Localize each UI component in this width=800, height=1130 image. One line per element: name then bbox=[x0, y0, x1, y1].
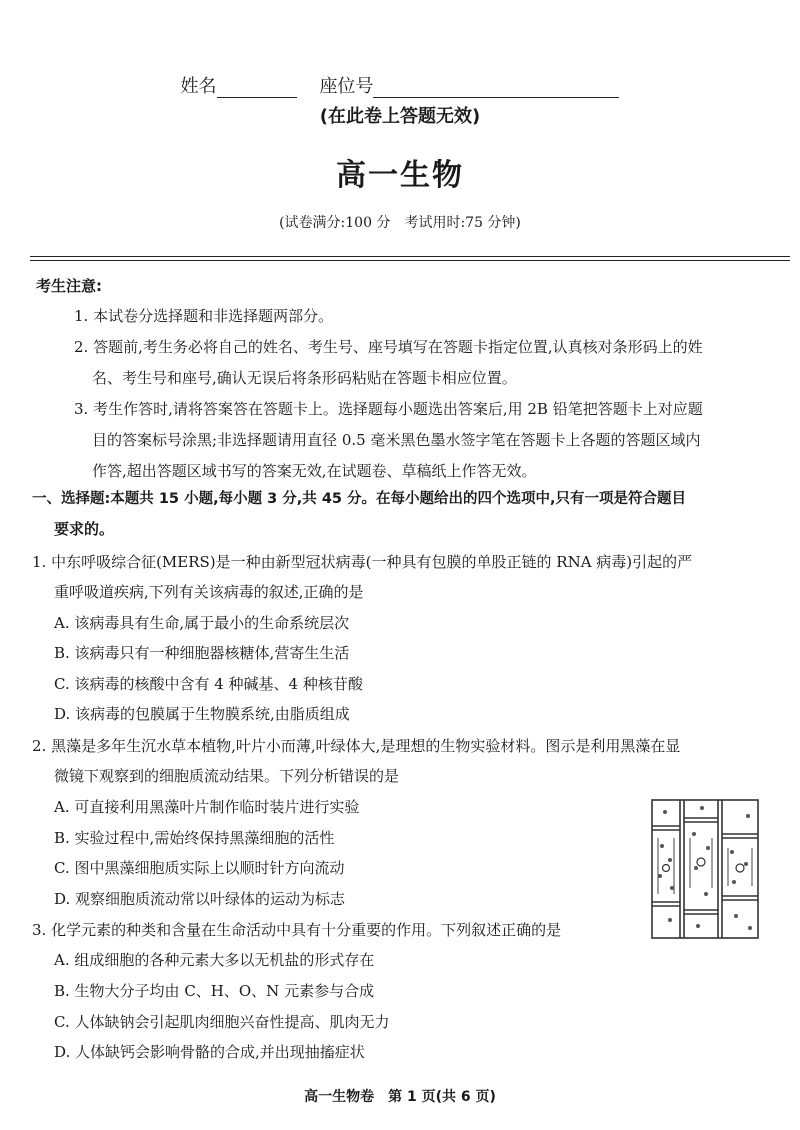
option-c: C. 图中黑藻细胞质实际上以顺时针方向流动 bbox=[54, 859, 345, 877]
section-heading-cont: 要求的。 bbox=[54, 520, 115, 538]
instruction-line: 3. 考生作答时,请将答案答在答题卡上。选择题每小题选出答案后,用 2B 铅笔把答题卡上对应题 bbox=[74, 400, 703, 418]
instruction-line: 作答,超出答题区域书写的答案无效,在试题卷、草稿纸上作答无效。 bbox=[92, 462, 537, 480]
student-info-line bbox=[0, 72, 800, 98]
option-d: D. 该病毒的包膜属于生物膜系统,由脂质组成 bbox=[54, 705, 350, 723]
question-stem: 重呼吸道疾病,下列有关该病毒的叙述,正确的是 bbox=[54, 583, 364, 601]
question-stem: 1. 中东呼吸综合征(MERS)是一种由新型冠状病毒(一种具有包膜的单股正链的 RNA 病毒)引起的严 bbox=[32, 553, 693, 571]
instruction-line: 1. 本试卷分选择题和非选择题两部分。 bbox=[74, 307, 334, 325]
option-b: B. 实验过程中,需始终保持黑藻细胞的活性 bbox=[54, 829, 335, 847]
instruction-line: 目的答案标号涂黑;非选择题请用直径 0.5 毫米黑色墨水签字笔在答题卡上各题的答题区域内 bbox=[92, 431, 701, 449]
name-blank bbox=[217, 79, 297, 98]
seat-blank bbox=[373, 79, 619, 98]
name-label: 姓名 bbox=[180, 76, 217, 97]
divider-top bbox=[30, 256, 790, 257]
invalid-notice: (在此卷上答题无效) bbox=[319, 106, 481, 127]
seat-label: 座位号 bbox=[319, 76, 374, 97]
instructions-heading: 考生注意: bbox=[36, 277, 102, 295]
question-stem: 3. 化学元素的种类和含量在生命活动中具有十分重要的作用。下列叙述正确的是 bbox=[32, 921, 562, 939]
option-d: D. 观察细胞质流动常以叶绿体的运动为标志 bbox=[54, 890, 346, 908]
section-heading: 一、选择题:本题共 15 小题,每小题 3 分,共 45 分。在每小题给出的四个选项中,只有一项是符合题目 bbox=[32, 491, 687, 507]
instruction-line: 名、考生号和座号,确认无误后将条形码粘贴在答题卡相应位置。 bbox=[92, 369, 517, 387]
option-a: A. 该病毒具有生命,属于最小的生命系统层次 bbox=[54, 614, 350, 632]
divider-bottom bbox=[30, 260, 790, 261]
option-c: C. 该病毒的核酸中含有 4 种碱基、4 种核苷酸 bbox=[54, 675, 363, 693]
page-footer: 高一生物卷 第 1 页(共 6 页) bbox=[304, 1089, 496, 1105]
page-title: 高一生物 bbox=[336, 158, 464, 193]
option-b: B. 生物大分子均由 C、H、O、N 元素参与合成 bbox=[54, 982, 375, 1000]
option-a: A. 可直接利用黑藻叶片制作临时装片进行实验 bbox=[54, 798, 360, 816]
exam-meta: (试卷满分:100 分 考试用时:75 分钟) bbox=[279, 215, 521, 231]
elodea-cell-figure bbox=[650, 798, 760, 940]
option-c: C. 人体缺钠会引起肌肉细胞兴奋性提高、肌肉无力 bbox=[54, 1013, 390, 1031]
question-stem: 微镜下观察到的细胞质流动结果。下列分析错误的是 bbox=[54, 767, 400, 785]
instruction-line: 2. 答题前,考生务必将自己的姓名、考生号、座号填写在答题卡指定位置,认真核对条形码上的姓 bbox=[74, 338, 703, 356]
option-d: D. 人体缺钙会影响骨骼的合成,并出现抽搐症状 bbox=[54, 1043, 365, 1061]
option-b: B. 该病毒只有一种细胞器核糖体,营寄生生活 bbox=[54, 644, 350, 662]
option-a: A. 组成细胞的各种元素大多以无机盐的形式存在 bbox=[54, 951, 375, 969]
question-stem: 2. 黑藻是多年生沉水草本植物,叶片小而薄,叶绿体大,是理想的生物实验材料。图示是利用黑藻在显 bbox=[32, 737, 681, 755]
